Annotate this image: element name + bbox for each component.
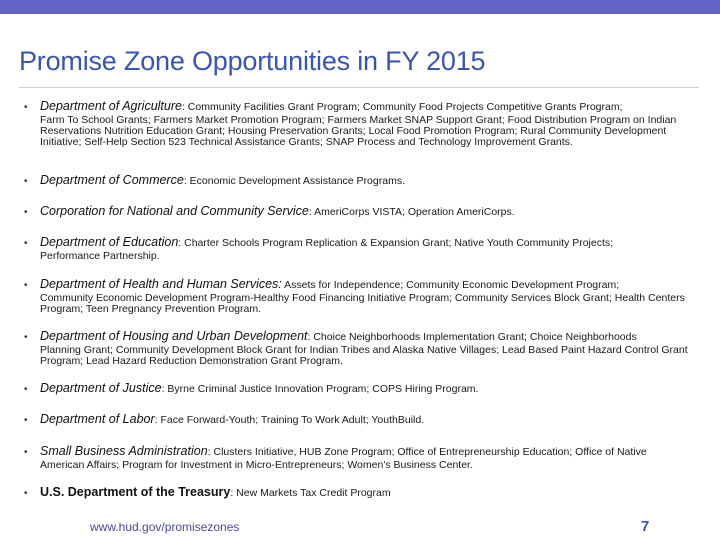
program-list-continued: Farm To School Grants; Farmers Market Promotion Program; Farmers Market SNAP Support Grant; Food Distribution Program on Indian Reservations Nutrition Education Grant; Housing Preservation Grants; Local Food Promotion Program; Rural Community Development Initiative; Self-Help Section 523 Technical Assistance Grants; SNAP Process and Technology Improvement Grants. xyxy=(40,114,677,148)
department-name: Small Business Administration xyxy=(40,444,208,458)
program-list-continued: Community Economic Development Program-Healthy Food Financing Initiative Program; Community Services Block Grant; Health Centers Program; Teen Pregnancy Prevention Program. xyxy=(40,292,685,315)
department-name: Department of Justice xyxy=(40,381,162,395)
program-list: : Choice Neighborhoods Implementation Grant; Choice Neighborhoods xyxy=(307,331,637,343)
bullet-icon: • xyxy=(24,102,28,113)
bullet-icon: • xyxy=(24,238,28,249)
top-accent-bar xyxy=(0,0,720,14)
department-name: Department of Housing and Urban Development xyxy=(40,329,308,343)
bullet-icon: • xyxy=(24,176,28,187)
bullet-icon: • xyxy=(24,384,28,395)
program-list: Assets for Independence; Community Economic Development Program; xyxy=(281,279,620,291)
page-number: 7 xyxy=(641,518,650,535)
department-name: Department of Labor xyxy=(40,412,155,426)
program-list-continued: American Affairs; Program for Investment in Micro-Entrepreneurs; Women's Business Center. xyxy=(40,459,473,471)
program-list: : Byrne Criminal Justice Innovation Program; COPS Hiring Program. xyxy=(161,383,479,395)
program-list-continued: Performance Partnership. xyxy=(40,250,160,262)
footer-link[interactable]: www.hud.gov/promisezones xyxy=(90,520,240,534)
department-name: Department of Agriculture xyxy=(40,99,182,113)
program-list: : Clusters Initiative, HUB Zone Program; Office of Entrepreneurship Education; Office of Native xyxy=(207,446,647,458)
page-title: Promise Zone Opportunities in FY 2015 xyxy=(19,46,486,76)
department-name: U.S. Department of the Treasury xyxy=(40,485,231,499)
program-list-continued: Planning Grant; Community Development Block Grant for Indian Tribes and Alaska Native Villages; Lead Based Paint Hazard Control Grant Program; Lead Hazard Reduction Demonstration Grant Program. xyxy=(40,344,688,367)
title-divider xyxy=(19,87,699,88)
program-list: : AmeriCorps VISTA; Operation AmeriCorps. xyxy=(308,206,515,218)
department-name: Corporation for National and Community Service xyxy=(40,204,309,218)
bullet-icon: • xyxy=(24,415,28,426)
program-list: : Community Facilities Grant Program; Community Food Projects Competitive Grants Program; xyxy=(181,101,623,113)
department-name: Department of Health and Human Services: xyxy=(40,277,282,291)
program-list: : Charter Schools Program Replication & Expansion Grant; Native Youth Community Projects; xyxy=(178,237,614,249)
department-name: Department of Education xyxy=(40,235,179,249)
bullet-icon: • xyxy=(24,488,28,499)
program-list: : Face Forward-Youth; Training To Work Adult; YouthBuild. xyxy=(154,414,425,426)
bullet-icon: • xyxy=(24,280,28,291)
bullet-icon: • xyxy=(24,332,28,343)
bullet-icon: • xyxy=(24,207,28,218)
bullet-icon: • xyxy=(24,447,28,458)
department-name: Department of Commerce xyxy=(40,173,184,187)
program-list: : Economic Development Assistance Programs. xyxy=(183,175,405,187)
program-list: : New Markets Tax Credit Program xyxy=(230,487,391,499)
